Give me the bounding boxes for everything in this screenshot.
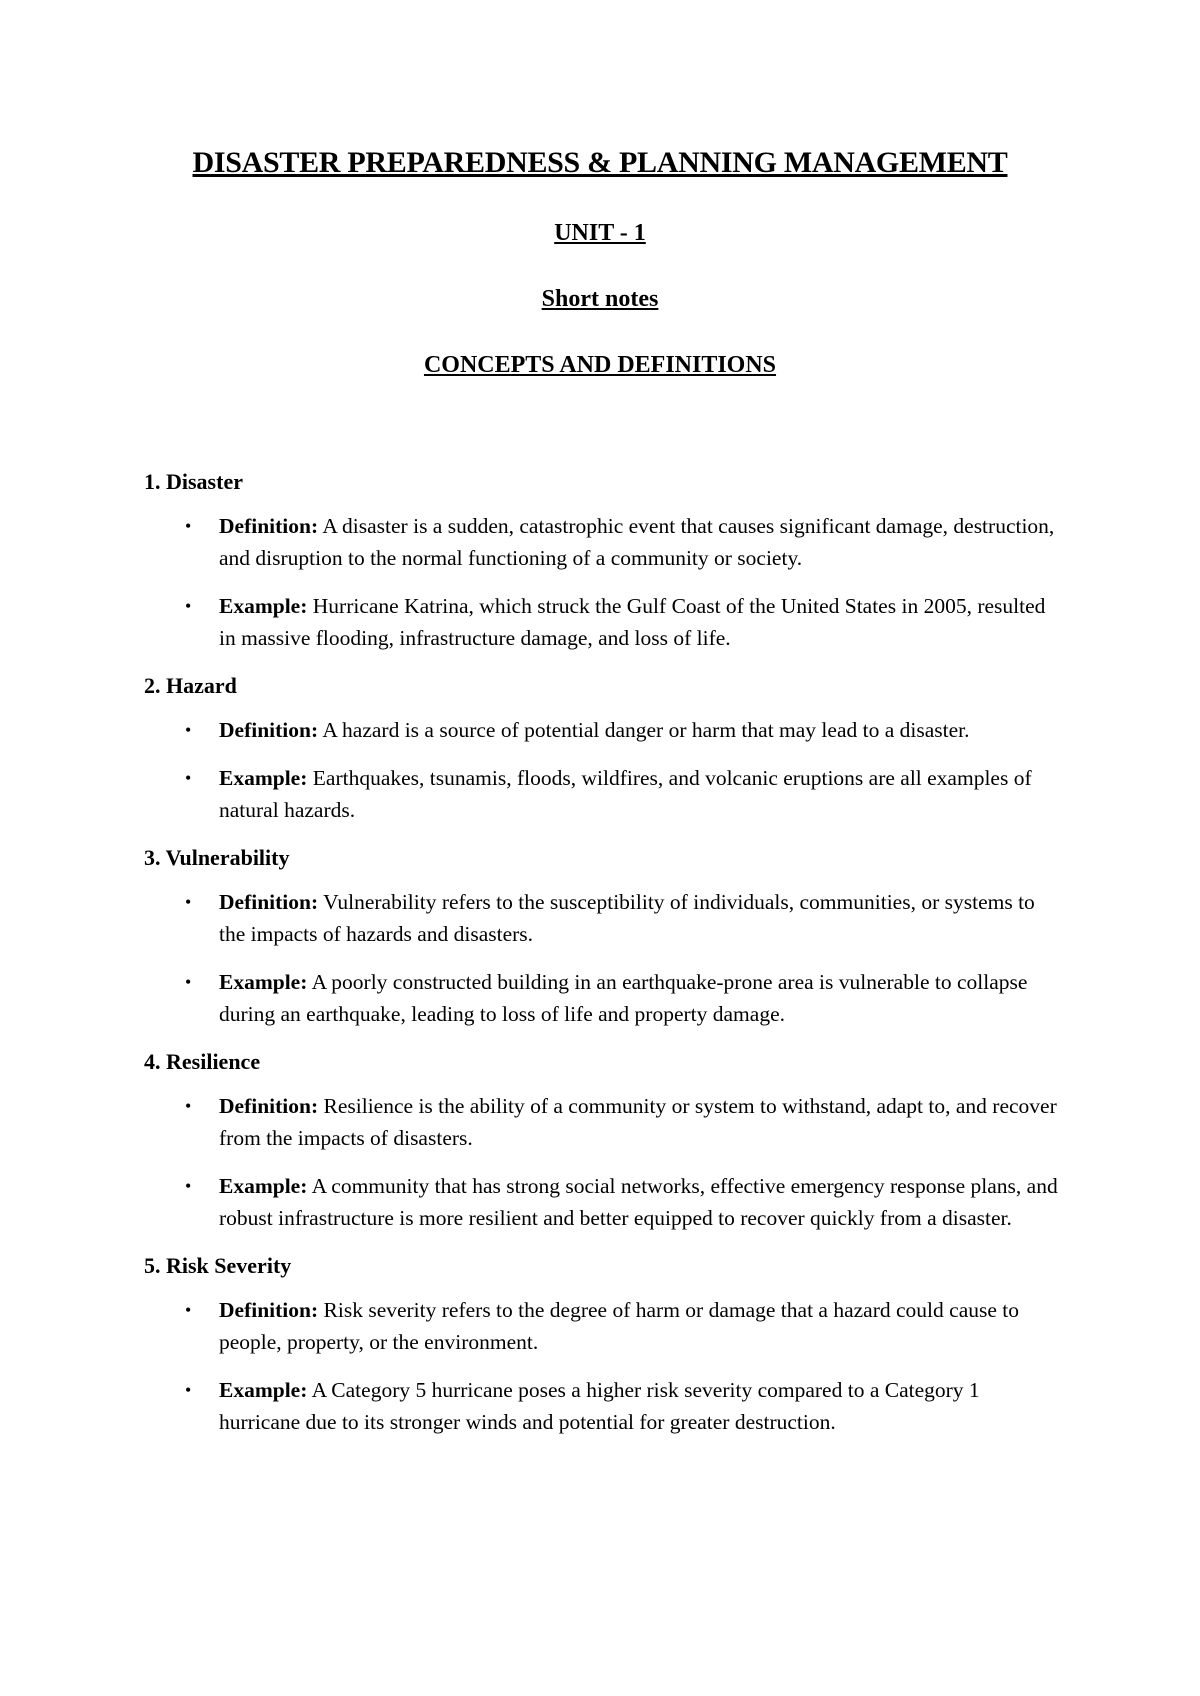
definition-item xyxy=(144,714,1064,746)
definition-label: Definition: xyxy=(219,718,319,742)
example-item xyxy=(144,966,1064,1030)
concept-section xyxy=(144,466,1064,654)
definition-item xyxy=(144,1090,1064,1154)
concept-section xyxy=(144,1250,1064,1438)
concept-heading: 1. Disaster xyxy=(144,469,243,494)
concept-section xyxy=(144,670,1064,826)
bullet-icon: • xyxy=(185,1380,192,1400)
definition-label: Definition: xyxy=(219,1094,319,1118)
concept-section xyxy=(144,842,1064,1030)
example-item xyxy=(144,1170,1064,1234)
bullet-icon: • xyxy=(185,720,192,740)
concept-heading: 4. Resilience xyxy=(144,1049,261,1074)
bullet-icon: • xyxy=(185,1176,192,1196)
concept-bullets xyxy=(144,510,1064,654)
definition-text: Resilience is the ability of a community or system to withstand, adapt to, and recover from the impacts of disasters. xyxy=(219,1094,1057,1150)
definition-text: Risk severity refers to the degree of harm or damage that a hazard could cause to people, property, or the environment. xyxy=(219,1298,1019,1354)
concept-bullets xyxy=(144,1090,1064,1234)
definition-text: Vulnerability refers to the susceptibility of individuals, communities, or systems to the impacts of hazards and disasters. xyxy=(219,890,1035,946)
definition-item xyxy=(144,1294,1064,1358)
document-title: DISASTER PREPAREDNESS & PLANNING MANAGEMENT xyxy=(192,146,1008,179)
example-text: A poorly constructed building in an earthquake-prone area is vulnerable to collapse during an earthquake, leading to loss of life and property damage. xyxy=(219,970,1028,1026)
example-label: Example: xyxy=(219,594,308,618)
bullet-icon: • xyxy=(185,1300,192,1320)
example-label: Example: xyxy=(219,1174,308,1198)
definition-text: A hazard is a source of potential danger or harm that may lead to a disaster. xyxy=(318,718,970,742)
bullet-icon: • xyxy=(185,516,192,536)
concept-bullets xyxy=(144,1294,1064,1438)
subtitle-heading: Short notes xyxy=(541,286,659,312)
section-title: CONCEPTS AND DEFINITIONS xyxy=(423,352,777,378)
definition-item xyxy=(144,886,1064,950)
concept-heading: 2. Hazard xyxy=(144,673,237,698)
example-text: Earthquakes, tsunamis, floods, wildfires, and volcanic eruptions are all examples of natural hazards. xyxy=(219,766,1032,822)
example-text: Hurricane Katrina, which struck the Gulf Coast of the United States in 2005, resulted in massive flooding, infrastructure damage, and loss of life. xyxy=(219,594,1046,650)
bullet-icon: • xyxy=(185,892,192,912)
bullet-icon: • xyxy=(185,596,192,616)
example-item xyxy=(144,1374,1064,1438)
definition-item xyxy=(144,510,1064,574)
concept-bullets xyxy=(144,886,1064,1030)
definition-text: A disaster is a sudden, catastrophic event that causes significant damage, destruction, and disruption to the normal functioning of a community or society. xyxy=(219,514,1055,570)
concepts-list xyxy=(144,466,1064,1454)
definition-label: Definition: xyxy=(219,890,319,914)
example-item xyxy=(144,590,1064,654)
example-label: Example: xyxy=(219,766,308,790)
bullet-icon: • xyxy=(185,768,192,788)
example-text: A Category 5 hurricane poses a higher risk severity compared to a Category 1 hurricane due to its stronger winds and potential for greater destruction. xyxy=(219,1378,980,1434)
concept-heading: 3. Vulnerability xyxy=(144,845,290,870)
definition-label: Definition: xyxy=(219,1298,319,1322)
concept-heading: 5. Risk Severity xyxy=(144,1253,292,1278)
concept-section xyxy=(144,1046,1064,1234)
bullet-icon: • xyxy=(185,972,192,992)
example-label: Example: xyxy=(219,1378,308,1402)
example-label: Example: xyxy=(219,970,308,994)
example-item xyxy=(144,762,1064,826)
bullet-icon: • xyxy=(185,1096,192,1116)
unit-heading: UNIT - 1 xyxy=(554,220,646,246)
concept-bullets xyxy=(144,714,1064,826)
example-text: A community that has strong social networks, effective emergency response plans, and robust infrastructure is more resilient and better equipped to recover quickly from a disaster. xyxy=(219,1174,1058,1230)
definition-label: Definition: xyxy=(219,514,319,538)
